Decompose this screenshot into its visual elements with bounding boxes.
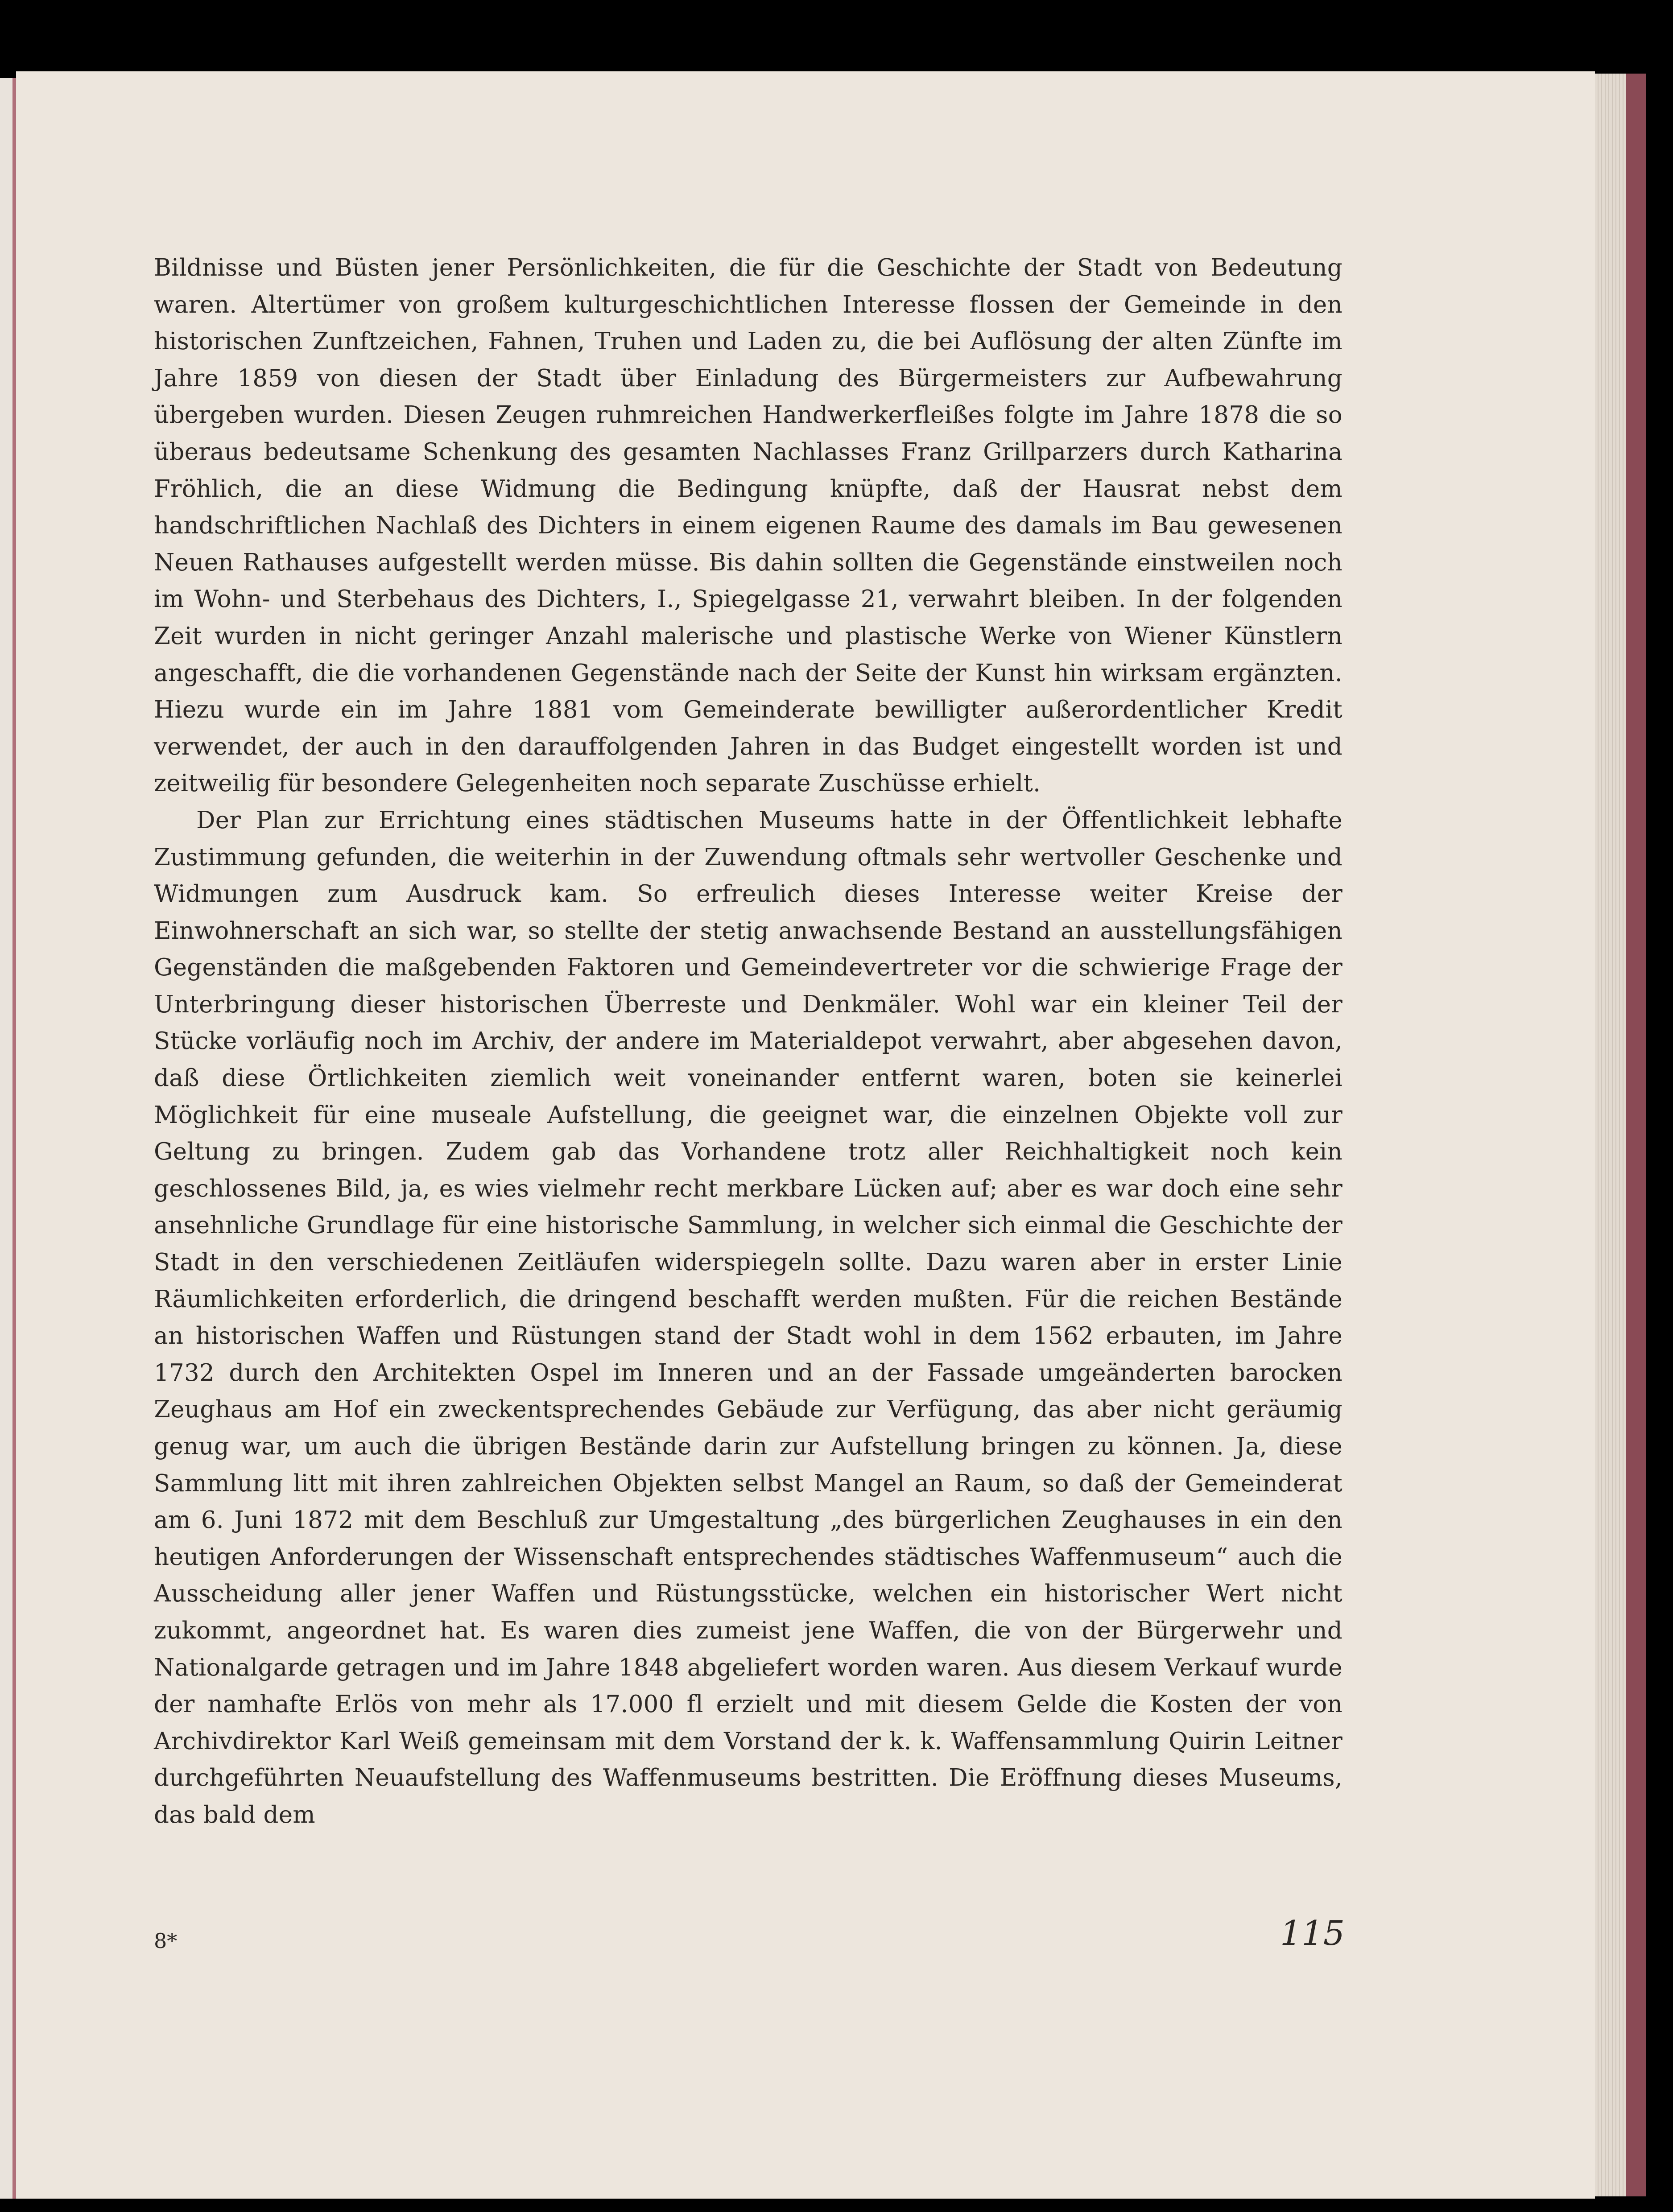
- left-page-edge: [0, 78, 13, 2199]
- paragraph-1: Bildnisse und Büsten jener Persönlichkeiten, die für die Geschichte der Stadt von Bedeutung waren. Altertümer von großem kulturgeschichtlichen Interesse flossen der Gemeinde in den historischen Zunftzeichen, Fahnen, Truhen und Laden zu, die bei Auflösung der alten Zünfte im Jahre 1859 von diesen der Stadt über Einladung des Bürgermeisters zur Aufbewahrung übergeben wurden. Diesen Zeugen ruhmreichen Handwerkerfleißes folgte im Jahre 1878 die so überaus bedeutsame Schenkung des gesamten Nachlasses Franz Grillparzers durch Katharina Fröhlich, die an diese Widmung die Bedingung knüpfte, daß der Hausrat nebst dem handschriftlichen Nachlaß des Dichters in einem eigenen Raume des damals im Bau gewesenen Neuen Rathauses aufgestellt werden müsse. Bis dahin sollten die Gegenstände einstweilen noch im Wohn- und Sterbehaus des Dichters, I., Spiegelgasse 21, verwahrt bleiben. In der folgenden Zeit wurden in nicht geringer Anzahl malerische und plastische Werke von Wiener Künstlern angeschafft, die die vorhandenen Gegenstände nach der Seite der Kunst hin wirksam ergänzten. Hiezu wurde ein im Jahre 1881 vom Gemeinderate bewilligter außerordentlicher Kredit verwendet, der auch in den darauffolgenden Jahren in das Budget eingestellt worden ist und zeitweilig für besondere Gelegenheiten noch separate Zuschüsse erhielt.: [154, 254, 1343, 797]
- right-page-stack: [1595, 74, 1626, 2196]
- signature-mark: 8*: [154, 1929, 178, 1953]
- right-binding-edge: [1626, 74, 1646, 2196]
- page-number: 115: [1280, 1913, 1345, 1953]
- paragraph-2: Der Plan zur Errichtung eines städtischen Museums hatte in der Öffentlichkeit lebhafte Zustimmung gefunden, die weiterhin in der Zuwendung oftmals sehr wertvoller Geschenke und Widmungen zum Ausdruck kam. So erfreulich dieses Interesse weiter Kreise der Einwohnerschaft an sich war, so stellte der stetig anwachsende Bestand an ausstellungsfähigen Gegenständen die maßgebenden Faktoren und Gemeindevertreter vor die schwierige Frage der Unterbringung dieser historischen Überreste und Denkmäler. Wohl war ein kleiner Teil der Stücke vorläufig noch im Archiv, der andere im Materialdepot verwahrt, aber abgesehen davon, daß diese Örtlichkeiten ziemlich weit voneinander entfernt waren, boten sie keinerlei Möglichkeit für eine museale Aufstellung, die geeignet war, die einzelnen Objekte voll zur Geltung zu bringen. Zudem gab das Vorhandene trotz aller Reichhaltigkeit noch kein geschlossenes Bild, ja, es wies vielmehr recht merkbare Lücken auf; aber es war doch eine sehr ansehnliche Grundlage für eine historische Sammlung, in welcher sich einmal die Geschichte der Stadt in den verschiedenen Zeitläufen widerspiegeln sollte. Dazu waren aber in erster Linie Räumlichkeiten erforderlich, die dringend beschafft werden mußten. Für die reichen Bestände an historischen Waffen und Rüstungen stand der Stadt wohl in dem 1562 erbauten, im Jahre 1732 durch den Architekten Ospel im Inneren und an der Fassade umgeänderten barocken Zeughaus am Hof ein zweckentsprechendes Gebäude zur Verfügung, das aber nicht geräumig genug war, um auch die übrigen Bestände darin zur Aufstellung bringen zu können. Ja, diese Sammlung litt mit ihren zahlreichen Objekten selbst Mangel an Raum, so daß der Gemeinderat am 6. Juni 1872 mit dem Beschluß zur Umgestaltung „des bürgerlichen Zeughauses in ein den heutigen Anforderungen der Wissenschaft entsprechendes städtisches Waffenmuseum“ auch die Ausscheidung aller jener Waffen und Rüstungsstücke, welchen ein historischer Wert nicht zukommt, angeordnet hat. Es waren dies zumeist jene Waffen, die von der Bürgerwehr und Nationalgarde getragen und im Jahre 1848 abgeliefert worden waren. Aus diesem Verkauf wurde der namhafte Erlös von mehr als 17.000 fl erzielt und mit diesem Gelde die Kosten der von Archivdirektor Karl Weiß gemeinsam mit dem Vorstand der k. k. Waffensammlung Quirin Leitner durchgeführten Neuaufstellung des Waffenmuseums bestritten. Die Eröffnung dieses Museums, das bald dem: [154, 806, 1343, 1828]
- body-text: [154, 250, 1343, 1834]
- left-binding-edge: [12, 78, 16, 2199]
